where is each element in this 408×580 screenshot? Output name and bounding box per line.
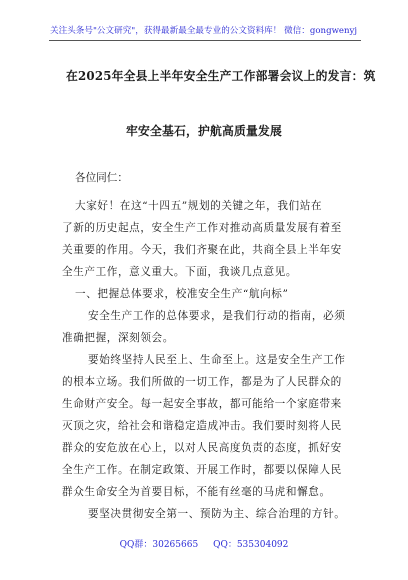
body-line: 要坚决贯彻安全第一、预防为主、综合治理的方针。 xyxy=(88,508,346,520)
footer-qq-group: QQ群：30265665 xyxy=(119,540,199,550)
header-banner: 关注头条号"公文研究"，获得最新最全最专业的公文资料库！ 微信：gongwenyj xyxy=(50,26,358,36)
header-divider xyxy=(49,40,361,41)
body-line: 群众生命安全为首要目标，不能有丝毫的马虎和懈怠。 xyxy=(62,486,331,498)
body-line: 关重要的作用。今天，我们齐聚在此，共商全县上半年安 xyxy=(62,244,342,256)
body-line: 灭顶之灾，给社会和谐稳定造成冲击。我们要时刻将人民 xyxy=(62,420,342,432)
footer-qq: QQ：535304092 xyxy=(213,540,289,550)
body-line: 大家好！在这“十四五”规划的关键之年，我们站在 xyxy=(75,200,323,212)
section-heading: 一、把握总体要求，校准安全生产“航向标” xyxy=(75,288,289,300)
body-line: 群众的安危放在心上，以对人民高度负责的态度，抓好安 xyxy=(62,442,342,454)
body-line: 全生产工作，意义重大。下面，我谈几点意见。 xyxy=(62,266,298,278)
body-line: 了新的历史起点，安全生产工作对推动高质量发展有着至 xyxy=(62,222,342,234)
body-line: 准确把握，深刻领会。 xyxy=(62,332,174,344)
body-line: 安全生产工作的总体要求，是我们行动的指南，必须 xyxy=(88,310,346,322)
document-title-line-2: 牢安全基石，护航高质量发展 xyxy=(126,124,282,138)
body-line: 要始终坚持人民至上、生命至上。这是安全生产工作 xyxy=(88,354,346,366)
salutation: 各位同仁： xyxy=(75,172,128,184)
footer xyxy=(0,537,408,550)
document-title-line-1: 在2025年全县上半年安全生产工作部署会议上的发言：筑 xyxy=(66,69,376,83)
body-line: 生命财产安全。每一起安全事故，都可能给一个家庭带来 xyxy=(62,398,342,410)
body-line: 的根本立场。我们所做的一切工作，都是为了人民群众的 xyxy=(62,376,342,388)
body-line: 全生产工作。在制定政策、开展工作时，都要以保障人民 xyxy=(62,464,342,476)
